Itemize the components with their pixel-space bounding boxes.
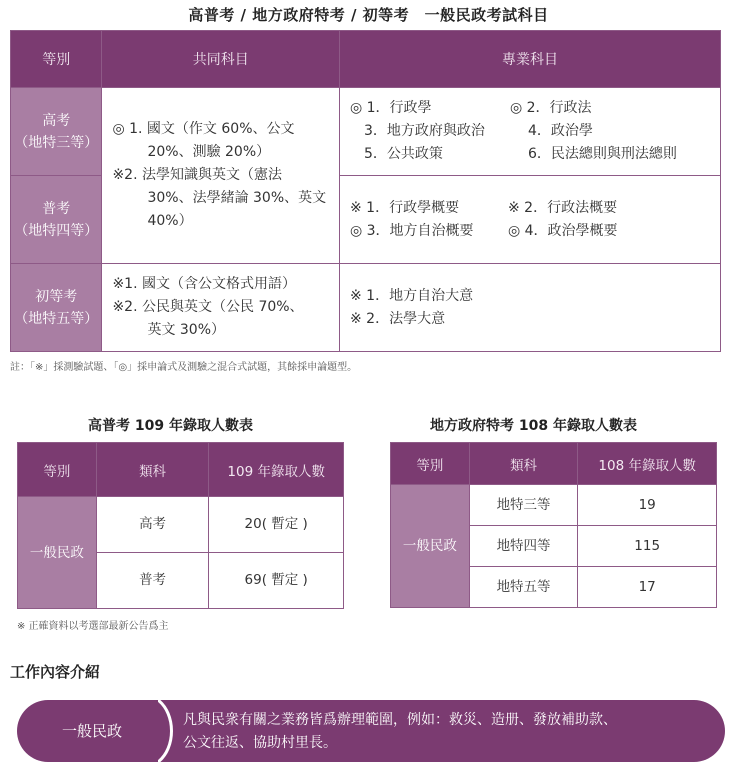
specialty-elementary: ※ 1．地方自治大意 ※ 2．法學大意 (339, 264, 720, 352)
level-elementary: 初等考 （地特五等） (11, 264, 102, 352)
subjects-table (10, 30, 721, 352)
t108-header-level: 等別 (391, 443, 470, 485)
t108-header-type: 類科 (469, 443, 578, 485)
page-title: 高普考 / 地方政府特考 / 初等考 一般民政考試科目 (188, 6, 549, 24)
t108-group: 一般民政 (391, 485, 470, 608)
header-common: 共同科目 (102, 31, 340, 88)
table-row-type: 地特三等 (469, 485, 578, 526)
subjects-note: 註：「※」採測驗試題、「◎」採申論式及測驗之混合式試題，其餘採申論題型。 (10, 362, 358, 373)
table-row-type: 地特五等 (469, 567, 578, 608)
table-row-count: 19 (578, 485, 717, 526)
t108-header-count: 108 年錄取人數 (578, 443, 717, 485)
job-description: 凡與民衆有關之業務皆爲辦理範圍，例如：救災、造册、發放補助款、 公文往返、協助村里長。 (183, 712, 617, 751)
common-senior: ◎ 1. 國文（作文 60%、公文 20%、測驗 20%） ※2. 法學知識與英文（憲法 30%、法學緒論 30%、英文 40%） (102, 88, 340, 264)
t109-header-count: 109 年錄取人數 (209, 443, 344, 497)
specialty-general: ※ 1．行政學概要 ※ 2．行政法概要 ◎ 3．地方自治概要 ◎ 4．政治學概要 (339, 176, 720, 264)
table108-title: 地方政府特考 108 年錄取人數表 (430, 418, 637, 434)
level-general: 普考 （地特四等） (11, 176, 102, 264)
t109-header-type: 類科 (96, 443, 209, 497)
stats-note: ※ 正確資料以考選部最新公告爲主 (17, 621, 169, 632)
common-elementary: ※1. 國文（含公文格式用語） ※2. 公民與英文（公民 70%、 英文 30%） (102, 264, 340, 352)
job-label: 一般民政 (61, 722, 122, 740)
table-row-count: 17 (578, 567, 717, 608)
table-row-type: 地特四等 (469, 526, 578, 567)
table-108 (390, 442, 717, 608)
header-specialty: 專業科目 (339, 31, 720, 88)
table-109 (17, 442, 344, 609)
header-level: 等別 (11, 31, 102, 88)
table-row-type: 高考 (96, 497, 209, 553)
table-row-count: 20( 暫定 ) (209, 497, 344, 553)
table109-title: 高普考 109 年錄取人數表 (88, 418, 253, 434)
level-senior: 高考 （地特三等） (11, 88, 102, 176)
table-row-count: 115 (578, 526, 717, 567)
table-row-type: 普考 (96, 553, 209, 609)
table-row-count: 69( 暫定 ) (209, 553, 344, 609)
t109-group: 一般民政 (18, 497, 97, 609)
t109-header-level: 等別 (18, 443, 97, 497)
job-section-title: 工作內容介紹 (10, 663, 101, 681)
specialty-senior: ◎ 1．行政學 ◎ 2．行政法 3．地方政府與政治 4．政治學 5．公共政策 6．民法總則與刑法總則 (339, 88, 720, 176)
